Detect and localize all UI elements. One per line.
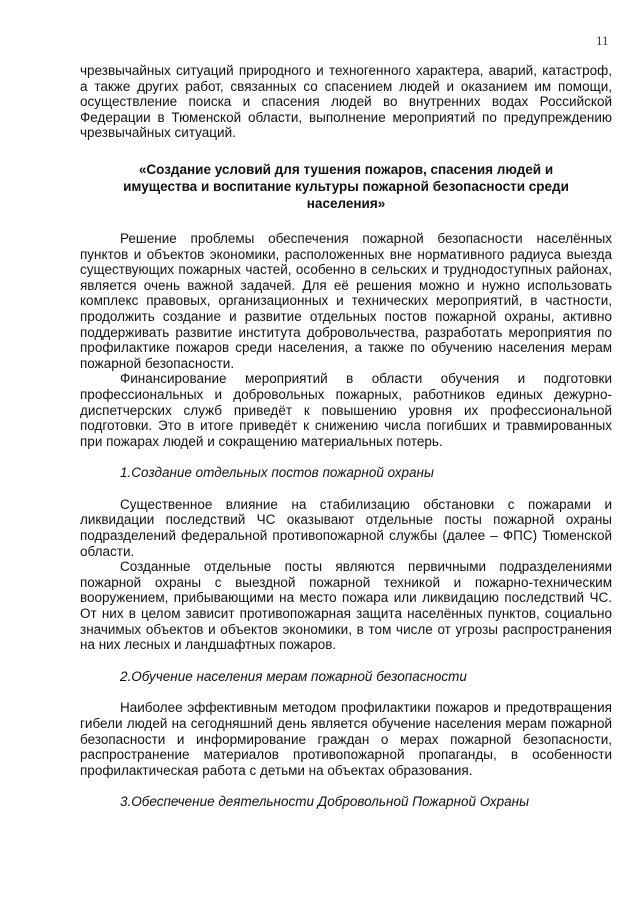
body-paragraph: Решение проблемы обеспечения пожарной безопасности населённых пунктов и объектов экономики, расположенных вне нормативного радиуса выезда существующих пожарных частей, особенно в сельских и труднодоступных районах, является очень важной задачей. Для её решения можно и нужно использовать комплекс правовых, организационных и технических мероприятий, в частности, продолжить создание и развитие отдельных постов пожарной охраны, активно поддерживать развитие института добровольчества, разработать мероприятия по профилактике пожаров среди населения, а также по обучению населения мерам пожарной безопасности. (80, 230, 612, 371)
body-paragraph: Финансирование мероприятий в области обучения и подготовки профессиональных и добровольных пожарных, работников единых дежурно-диспетчерских служб приведёт к повышению уровня их профессиональной подготовки. Это в итоге приведёт к снижению числа погибших и травмированных при пожарах людей и сокращению материальных потерь. (80, 371, 612, 449)
body-paragraph: Наиболее эффективным методом профилактики пожаров и предотвращения гибели людей на сегодняшний день является обучение населения мерам пожарной безопасности и информирование граждан о мерах пожарной безопасности, распространение материалов противопожарной пропаганды, в особенности профилактическая работа с детьми на объектах образования. (80, 700, 612, 778)
page-content (80, 63, 612, 826)
intro-paragraph: чрезвычайных ситуаций природного и техногенного характера, аварий, катастроф, а также других работ, связанных со спасением людей и оказанием им помощи, осуществление поиска и спасения людей во внутренних водах Российской Федерации в Тюменской области, выполнение мероприятий по предупреждению чрезвычайных ситуаций. (80, 63, 612, 141)
subsection-title: 3.Обеспечение деятельности Добровольной Пожарной Охраны (120, 794, 530, 810)
page-number: 11 (596, 33, 609, 48)
section-heading: «Создание условий для тушения пожаров, спасения людей и имущества и воспитание культуры пожарной безопасности среди населения» (123, 161, 569, 211)
subsection-title: 2.Обучение населения мерам пожарной безопасности (120, 668, 467, 684)
body-paragraph: Созданные отдельные посты являются первичными подразделениями пожарной охраны с выездной пожарной техникой и пожарно-техническим вооружением, прибывающими на место пожара или ликвидацию последствий ЧС. От них в целом зависит противопожарная защита населённых пунктов, социально значимых объектов и объектов экономики, в том числе от угрозы распространения на них лесных и ландшафтных пожаров. (80, 559, 612, 653)
body-paragraph: Существенное влияние на стабилизацию обстановки с пожарами и ликвидации последствий ЧС оказывают отдельные посты пожарной охраны подразделений федеральной противопожарной службы (далее – ФПС) Тюменской области. (80, 496, 612, 559)
subsection-title: 1.Создание отдельных постов пожарной охраны (120, 465, 434, 481)
